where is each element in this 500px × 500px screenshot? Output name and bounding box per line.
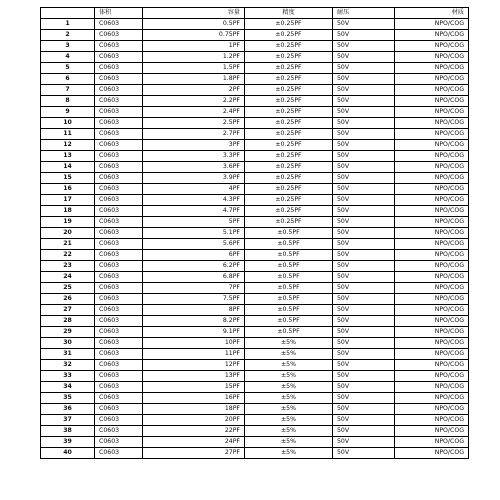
cell-size: C0603 xyxy=(95,52,143,63)
cell-voltage: 50V xyxy=(333,360,395,371)
table-row xyxy=(41,30,469,41)
cell-tolerance: ±0.25PF xyxy=(245,206,333,217)
table-row xyxy=(41,426,469,437)
cell-index: 35 xyxy=(41,393,95,404)
cell-index: 20 xyxy=(41,228,95,239)
cell-index: 18 xyxy=(41,206,95,217)
cell-capacitance: 2.2PF xyxy=(143,96,245,107)
cell-index: 26 xyxy=(41,294,95,305)
cell-index: 17 xyxy=(41,195,95,206)
table-row xyxy=(41,415,469,426)
cell-voltage: 50V xyxy=(333,393,395,404)
cell-material: NPO/COG xyxy=(395,140,469,151)
cell-material: NPO/COG xyxy=(395,437,469,448)
table-row xyxy=(41,404,469,415)
table-row xyxy=(41,338,469,349)
cell-voltage: 50V xyxy=(333,206,395,217)
cell-capacitance: 0.75PF xyxy=(143,30,245,41)
cell-index: 14 xyxy=(41,162,95,173)
cell-size: C0603 xyxy=(95,338,143,349)
cell-index: 31 xyxy=(41,349,95,360)
cell-material: NPO/COG xyxy=(395,393,469,404)
cell-capacitance: 1.8PF xyxy=(143,74,245,85)
cell-material: NPO/COG xyxy=(395,250,469,261)
table-row xyxy=(41,63,469,74)
cell-capacitance: 9.1PF xyxy=(143,327,245,338)
table-row xyxy=(41,85,469,96)
table-row xyxy=(41,195,469,206)
cell-index: 2 xyxy=(41,30,95,41)
cell-capacitance: 7.5PF xyxy=(143,294,245,305)
cell-tolerance: ±0.25PF xyxy=(245,74,333,85)
cell-index: 7 xyxy=(41,85,95,96)
cell-voltage: 50V xyxy=(333,118,395,129)
cell-capacitance: 5.6PF xyxy=(143,239,245,250)
cell-material: NPO/COG xyxy=(395,107,469,118)
cell-voltage: 50V xyxy=(333,404,395,415)
cell-capacitance: 1.5PF xyxy=(143,63,245,74)
table-row xyxy=(41,327,469,338)
cell-size: C0603 xyxy=(95,19,143,30)
cell-size: C0603 xyxy=(95,393,143,404)
cell-tolerance: ±5% xyxy=(245,415,333,426)
cell-tolerance: ±0.25PF xyxy=(245,217,333,228)
cell-capacitance: 0.5PF xyxy=(143,19,245,30)
table-row xyxy=(41,305,469,316)
cell-size: C0603 xyxy=(95,173,143,184)
cell-voltage: 50V xyxy=(333,52,395,63)
cell-material: NPO/COG xyxy=(395,162,469,173)
cell-capacitance: 6.2PF xyxy=(143,261,245,272)
cell-size: C0603 xyxy=(95,217,143,228)
cell-tolerance: ±5% xyxy=(245,426,333,437)
cell-index: 3 xyxy=(41,41,95,52)
cell-material: NPO/COG xyxy=(395,217,469,228)
cell-capacitance: 2.4PF xyxy=(143,107,245,118)
table-row xyxy=(41,162,469,173)
cell-capacitance: 4PF xyxy=(143,184,245,195)
table-row xyxy=(41,41,469,52)
table-row xyxy=(41,360,469,371)
cell-size: C0603 xyxy=(95,239,143,250)
cell-index: 36 xyxy=(41,404,95,415)
cell-index: 39 xyxy=(41,437,95,448)
cell-material: NPO/COG xyxy=(395,41,469,52)
cell-material: NPO/COG xyxy=(395,382,469,393)
cell-material: NPO/COG xyxy=(395,30,469,41)
cell-voltage: 50V xyxy=(333,41,395,52)
cell-size: C0603 xyxy=(95,184,143,195)
cell-index: 6 xyxy=(41,74,95,85)
table-row xyxy=(41,316,469,327)
cell-capacitance: 10PF xyxy=(143,338,245,349)
cell-voltage: 50V xyxy=(333,382,395,393)
table-row xyxy=(41,437,469,448)
cell-tolerance: ±0.5PF xyxy=(245,250,333,261)
cell-voltage: 50V xyxy=(333,426,395,437)
cell-tolerance: ±5% xyxy=(245,448,333,459)
cell-tolerance: ±0.25PF xyxy=(245,151,333,162)
cell-capacitance: 7PF xyxy=(143,283,245,294)
cell-material: NPO/COG xyxy=(395,239,469,250)
cell-material: NPO/COG xyxy=(395,52,469,63)
cell-voltage: 50V xyxy=(333,30,395,41)
cell-size: C0603 xyxy=(95,195,143,206)
table-row xyxy=(41,74,469,85)
cell-voltage: 50V xyxy=(333,250,395,261)
table-row xyxy=(41,250,469,261)
cell-voltage: 50V xyxy=(333,107,395,118)
table-row xyxy=(41,107,469,118)
cell-voltage: 50V xyxy=(333,327,395,338)
cell-material: NPO/COG xyxy=(395,261,469,272)
cell-index: 15 xyxy=(41,173,95,184)
cell-voltage: 50V xyxy=(333,283,395,294)
cell-material: NPO/COG xyxy=(395,63,469,74)
cell-voltage: 50V xyxy=(333,349,395,360)
cell-voltage: 50V xyxy=(333,294,395,305)
table-row xyxy=(41,283,469,294)
table-row xyxy=(41,52,469,63)
cell-index: 27 xyxy=(41,305,95,316)
header-size: 体积 xyxy=(95,8,143,19)
cell-capacitance: 3PF xyxy=(143,140,245,151)
table-row xyxy=(41,19,469,30)
cell-index: 10 xyxy=(41,118,95,129)
cell-index: 25 xyxy=(41,283,95,294)
cell-index: 38 xyxy=(41,426,95,437)
cell-size: C0603 xyxy=(95,426,143,437)
table-header-row xyxy=(41,8,469,19)
cell-capacitance: 2PF xyxy=(143,85,245,96)
cell-capacitance: 8PF xyxy=(143,305,245,316)
header-material: 材质 xyxy=(395,8,469,19)
cell-material: NPO/COG xyxy=(395,96,469,107)
cell-index: 22 xyxy=(41,250,95,261)
table-row xyxy=(41,228,469,239)
cell-size: C0603 xyxy=(95,30,143,41)
cell-tolerance: ±0.25PF xyxy=(245,19,333,30)
cell-size: C0603 xyxy=(95,349,143,360)
cell-voltage: 50V xyxy=(333,338,395,349)
cell-material: NPO/COG xyxy=(395,426,469,437)
cell-voltage: 50V xyxy=(333,305,395,316)
cell-capacitance: 2.7PF xyxy=(143,129,245,140)
cell-capacitance: 4.3PF xyxy=(143,195,245,206)
cell-voltage: 50V xyxy=(333,437,395,448)
table-row xyxy=(41,294,469,305)
cell-voltage: 50V xyxy=(333,261,395,272)
cell-size: C0603 xyxy=(95,272,143,283)
table-row xyxy=(41,272,469,283)
cell-material: NPO/COG xyxy=(395,360,469,371)
cell-tolerance: ±0.25PF xyxy=(245,173,333,184)
cell-tolerance: ±0.25PF xyxy=(245,118,333,129)
cell-material: NPO/COG xyxy=(395,129,469,140)
cell-voltage: 50V xyxy=(333,19,395,30)
cell-material: NPO/COG xyxy=(395,404,469,415)
cell-size: C0603 xyxy=(95,360,143,371)
cell-index: 32 xyxy=(41,360,95,371)
cell-index: 9 xyxy=(41,107,95,118)
cell-voltage: 50V xyxy=(333,151,395,162)
table-body xyxy=(41,19,469,459)
cell-size: C0603 xyxy=(95,151,143,162)
table-row xyxy=(41,371,469,382)
cell-tolerance: ±0.25PF xyxy=(245,85,333,96)
cell-tolerance: ±0.25PF xyxy=(245,184,333,195)
cell-index: 23 xyxy=(41,261,95,272)
cell-capacitance: 22PF xyxy=(143,426,245,437)
cell-voltage: 50V xyxy=(333,316,395,327)
cell-tolerance: ±5% xyxy=(245,393,333,404)
table-row xyxy=(41,206,469,217)
table-row xyxy=(41,140,469,151)
cell-voltage: 50V xyxy=(333,74,395,85)
cell-index: 33 xyxy=(41,371,95,382)
cell-voltage: 50V xyxy=(333,217,395,228)
cell-size: C0603 xyxy=(95,327,143,338)
cell-size: C0603 xyxy=(95,261,143,272)
cell-size: C0603 xyxy=(95,228,143,239)
cell-material: NPO/COG xyxy=(395,294,469,305)
cell-capacitance: 8.2PF xyxy=(143,316,245,327)
cell-capacitance: 11PF xyxy=(143,349,245,360)
cell-size: C0603 xyxy=(95,107,143,118)
cell-capacitance: 3.9PF xyxy=(143,173,245,184)
cell-material: NPO/COG xyxy=(395,349,469,360)
cell-tolerance: ±5% xyxy=(245,437,333,448)
cell-tolerance: ±0.25PF xyxy=(245,63,333,74)
cell-material: NPO/COG xyxy=(395,327,469,338)
cell-size: C0603 xyxy=(95,85,143,96)
cell-index: 11 xyxy=(41,129,95,140)
header-tolerance: 精度 xyxy=(245,8,333,19)
cell-tolerance: ±5% xyxy=(245,371,333,382)
cell-capacitance: 13PF xyxy=(143,371,245,382)
cell-capacitance: 6PF xyxy=(143,250,245,261)
cell-tolerance: ±0.5PF xyxy=(245,261,333,272)
cell-capacitance: 3.3PF xyxy=(143,151,245,162)
cell-index: 28 xyxy=(41,316,95,327)
cell-index: 37 xyxy=(41,415,95,426)
table-row xyxy=(41,261,469,272)
cell-size: C0603 xyxy=(95,118,143,129)
cell-material: NPO/COG xyxy=(395,448,469,459)
cell-tolerance: ±0.25PF xyxy=(245,96,333,107)
cell-voltage: 50V xyxy=(333,129,395,140)
cell-tolerance: ±0.25PF xyxy=(245,41,333,52)
cell-index: 30 xyxy=(41,338,95,349)
cell-index: 34 xyxy=(41,382,95,393)
cell-size: C0603 xyxy=(95,283,143,294)
cell-tolerance: ±0.5PF xyxy=(245,294,333,305)
cell-tolerance: ±0.5PF xyxy=(245,239,333,250)
cell-index: 16 xyxy=(41,184,95,195)
cell-capacitance: 5PF xyxy=(143,217,245,228)
cell-voltage: 50V xyxy=(333,96,395,107)
cell-tolerance: ±5% xyxy=(245,404,333,415)
table-row xyxy=(41,184,469,195)
table-row xyxy=(41,349,469,360)
table-row xyxy=(41,151,469,162)
cell-voltage: 50V xyxy=(333,272,395,283)
cell-material: NPO/COG xyxy=(395,195,469,206)
cell-material: NPO/COG xyxy=(395,19,469,30)
cell-tolerance: ±5% xyxy=(245,349,333,360)
cell-tolerance: ±0.25PF xyxy=(245,52,333,63)
cell-tolerance: ±0.5PF xyxy=(245,316,333,327)
cell-index: 4 xyxy=(41,52,95,63)
cell-capacitance: 2.5PF xyxy=(143,118,245,129)
cell-material: NPO/COG xyxy=(395,338,469,349)
cell-index: 8 xyxy=(41,96,95,107)
table-row xyxy=(41,173,469,184)
cell-tolerance: ±0.5PF xyxy=(245,283,333,294)
cell-voltage: 50V xyxy=(333,184,395,195)
cell-size: C0603 xyxy=(95,250,143,261)
cell-capacitance: 1.2PF xyxy=(143,52,245,63)
cell-capacitance: 18PF xyxy=(143,404,245,415)
cell-size: C0603 xyxy=(95,305,143,316)
cell-tolerance: ±5% xyxy=(245,382,333,393)
cell-size: C0603 xyxy=(95,382,143,393)
cell-size: C0603 xyxy=(95,448,143,459)
header-voltage: 耐压 xyxy=(333,8,395,19)
cell-capacitance: 5.1PF xyxy=(143,228,245,239)
cell-tolerance: ±0.25PF xyxy=(245,107,333,118)
cell-size: C0603 xyxy=(95,415,143,426)
cell-capacitance: 16PF xyxy=(143,393,245,404)
cell-tolerance: ±0.25PF xyxy=(245,129,333,140)
cell-size: C0603 xyxy=(95,316,143,327)
cell-material: NPO/COG xyxy=(395,118,469,129)
cell-size: C0603 xyxy=(95,162,143,173)
cell-index: 40 xyxy=(41,448,95,459)
cell-capacitance: 1PF xyxy=(143,41,245,52)
cell-tolerance: ±0.25PF xyxy=(245,30,333,41)
cell-index: 5 xyxy=(41,63,95,74)
cell-index: 19 xyxy=(41,217,95,228)
cell-size: C0603 xyxy=(95,74,143,85)
table-row xyxy=(41,239,469,250)
cell-material: NPO/COG xyxy=(395,371,469,382)
cell-size: C0603 xyxy=(95,371,143,382)
cell-voltage: 50V xyxy=(333,63,395,74)
cell-voltage: 50V xyxy=(333,140,395,151)
cell-index: 29 xyxy=(41,327,95,338)
cell-material: NPO/COG xyxy=(395,184,469,195)
cell-voltage: 50V xyxy=(333,228,395,239)
cell-voltage: 50V xyxy=(333,85,395,96)
cell-material: NPO/COG xyxy=(395,316,469,327)
cell-material: NPO/COG xyxy=(395,272,469,283)
table-row xyxy=(41,96,469,107)
cell-tolerance: ±0.5PF xyxy=(245,305,333,316)
table-row xyxy=(41,448,469,459)
cell-index: 1 xyxy=(41,19,95,30)
cell-size: C0603 xyxy=(95,404,143,415)
cell-size: C0603 xyxy=(95,206,143,217)
cell-tolerance: ±0.25PF xyxy=(245,195,333,206)
table-row xyxy=(41,129,469,140)
cell-tolerance: ±0.5PF xyxy=(245,228,333,239)
cell-capacitance: 3.6PF xyxy=(143,162,245,173)
cell-tolerance: ±0.5PF xyxy=(245,327,333,338)
cell-capacitance: 12PF xyxy=(143,360,245,371)
cell-material: NPO/COG xyxy=(395,305,469,316)
cell-capacitance: 24PF xyxy=(143,437,245,448)
cell-material: NPO/COG xyxy=(395,228,469,239)
cell-size: C0603 xyxy=(95,437,143,448)
cell-size: C0603 xyxy=(95,96,143,107)
cell-size: C0603 xyxy=(95,63,143,74)
table-row xyxy=(41,217,469,228)
cell-voltage: 50V xyxy=(333,195,395,206)
cell-material: NPO/COG xyxy=(395,151,469,162)
cell-tolerance: ±5% xyxy=(245,360,333,371)
cell-voltage: 50V xyxy=(333,162,395,173)
cell-tolerance: ±0.25PF xyxy=(245,140,333,151)
cell-index: 24 xyxy=(41,272,95,283)
cell-voltage: 50V xyxy=(333,173,395,184)
table-row xyxy=(41,382,469,393)
cell-size: C0603 xyxy=(95,129,143,140)
cell-index: 13 xyxy=(41,151,95,162)
cell-size: C0603 xyxy=(95,294,143,305)
cell-capacitance: 15PF xyxy=(143,382,245,393)
cell-capacitance: 20PF xyxy=(143,415,245,426)
cell-voltage: 50V xyxy=(333,371,395,382)
cell-voltage: 50V xyxy=(333,239,395,250)
cell-material: NPO/COG xyxy=(395,283,469,294)
cell-size: C0603 xyxy=(95,41,143,52)
cell-voltage: 50V xyxy=(333,448,395,459)
cell-material: NPO/COG xyxy=(395,85,469,96)
cell-capacitance: 6.8PF xyxy=(143,272,245,283)
cell-size: C0603 xyxy=(95,140,143,151)
header-index xyxy=(41,8,95,19)
cell-tolerance: ±0.25PF xyxy=(245,162,333,173)
cell-capacitance: 4.7PF xyxy=(143,206,245,217)
cell-voltage: 50V xyxy=(333,415,395,426)
cell-index: 21 xyxy=(41,239,95,250)
cell-material: NPO/COG xyxy=(395,206,469,217)
cell-tolerance: ±0.5PF xyxy=(245,272,333,283)
header-capacitance: 容量 xyxy=(143,8,245,19)
cell-capacitance: 27PF xyxy=(143,448,245,459)
cell-index: 12 xyxy=(41,140,95,151)
cell-material: NPO/COG xyxy=(395,173,469,184)
capacitor-spec-table xyxy=(40,7,469,459)
table-row xyxy=(41,393,469,404)
table-row xyxy=(41,118,469,129)
cell-material: NPO/COG xyxy=(395,415,469,426)
cell-tolerance: ±5% xyxy=(245,338,333,349)
cell-material: NPO/COG xyxy=(395,74,469,85)
